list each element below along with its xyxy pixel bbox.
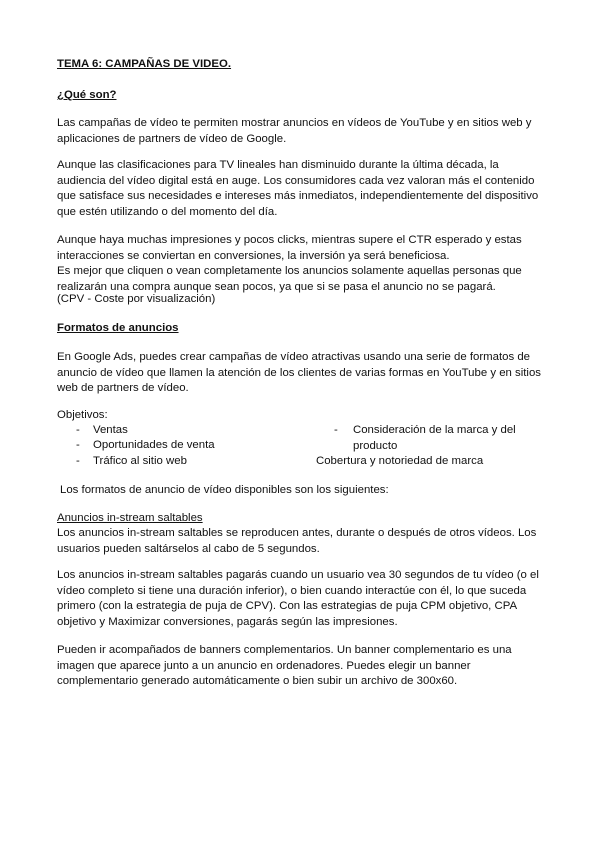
list-item: Ventas xyxy=(93,424,128,436)
list-bullet: - xyxy=(76,455,80,467)
section-heading-formatos: Formatos de anuncios xyxy=(57,322,179,334)
paragraph: Es mejor que cliquen o vean completamente los anuncios solamente aquellas personas que realizarán una compra aunque sean pocos, ya que si se pasa el anuncio no se pagará. xyxy=(57,265,522,293)
paragraph: Aunque haya muchas impresiones y pocos clicks, mientras supere el CTR esperado y estas interacciones se conviertan en conversiones, la inversión ya será beneficiosa. xyxy=(57,234,522,262)
paragraph: Los anuncios in-stream saltables se reproducen antes, durante o después de otros vídeos. Los usuarios pueden saltárselos al cabo de 5 segundos. xyxy=(57,527,537,555)
list-item: Tráfico al sitio web xyxy=(93,455,187,467)
paragraph: Pueden ir acompañados de banners complementarios. Un banner complementario es una imagen que aparece junto a un anuncio en ordenadores. Puedes elegir un banner complementario generado automáticamente o bien subir un archivo de 300x60. xyxy=(57,644,512,688)
subsection-heading-instream: Anuncios in-stream saltables xyxy=(57,512,203,524)
paragraph: Los formatos de anuncio de vídeo disponibles son los siguientes: xyxy=(60,484,389,496)
paragraph: En Google Ads, puedes crear campañas de vídeo atractivas usando una serie de formatos de anuncio de vídeo que llamen la atención de los clientes de varias formas en YouTube y en sitios web de partners de vídeo. xyxy=(57,351,541,395)
paragraph: Los anuncios in-stream saltables pagarás cuando un usuario vea 30 segundos de tu vídeo (o el vídeo completo si tiene una duración inferior), o bien cuando interactúe con él, lo que suceda primero (con la estrategia de puja de CPV). Con las estrategias de puja CPM objetivo, CPA objetivo y Maximizar conversiones, pagarás según las impresiones. xyxy=(57,569,539,628)
paragraph: Aunque las clasificaciones para TV lineales han disminuido durante la última década, la audiencia del vídeo digital está en auge. Los consumidores cada vez valoran más el contenido que satisface sus necesidades e intereses más inmediatos, independientemente del dispositivo que estén utilizando o del momento del día. xyxy=(57,159,539,218)
list-item: Cobertura y notoriedad de marca xyxy=(316,455,484,467)
list-bullet: - xyxy=(76,439,80,451)
section-heading-que-son: ¿Qué son? xyxy=(57,89,117,101)
page-title: TEMA 6: CAMPAÑAS DE VIDEO. xyxy=(57,58,232,70)
list-bullet: - xyxy=(76,424,80,436)
paragraph: (CPV - Coste por visualización) xyxy=(57,293,216,305)
objectives-label: Objetivos: xyxy=(57,409,108,421)
paragraph: Las campañas de vídeo te permiten mostrar anuncios en vídeos de YouTube y en sitios web y aplicaciones de partners de vídeo de Google. xyxy=(57,117,532,145)
list-item: Oportunidades de venta xyxy=(93,439,215,451)
list-bullet: - xyxy=(334,424,338,436)
list-item: Consideración de la marca y del producto xyxy=(353,424,516,452)
